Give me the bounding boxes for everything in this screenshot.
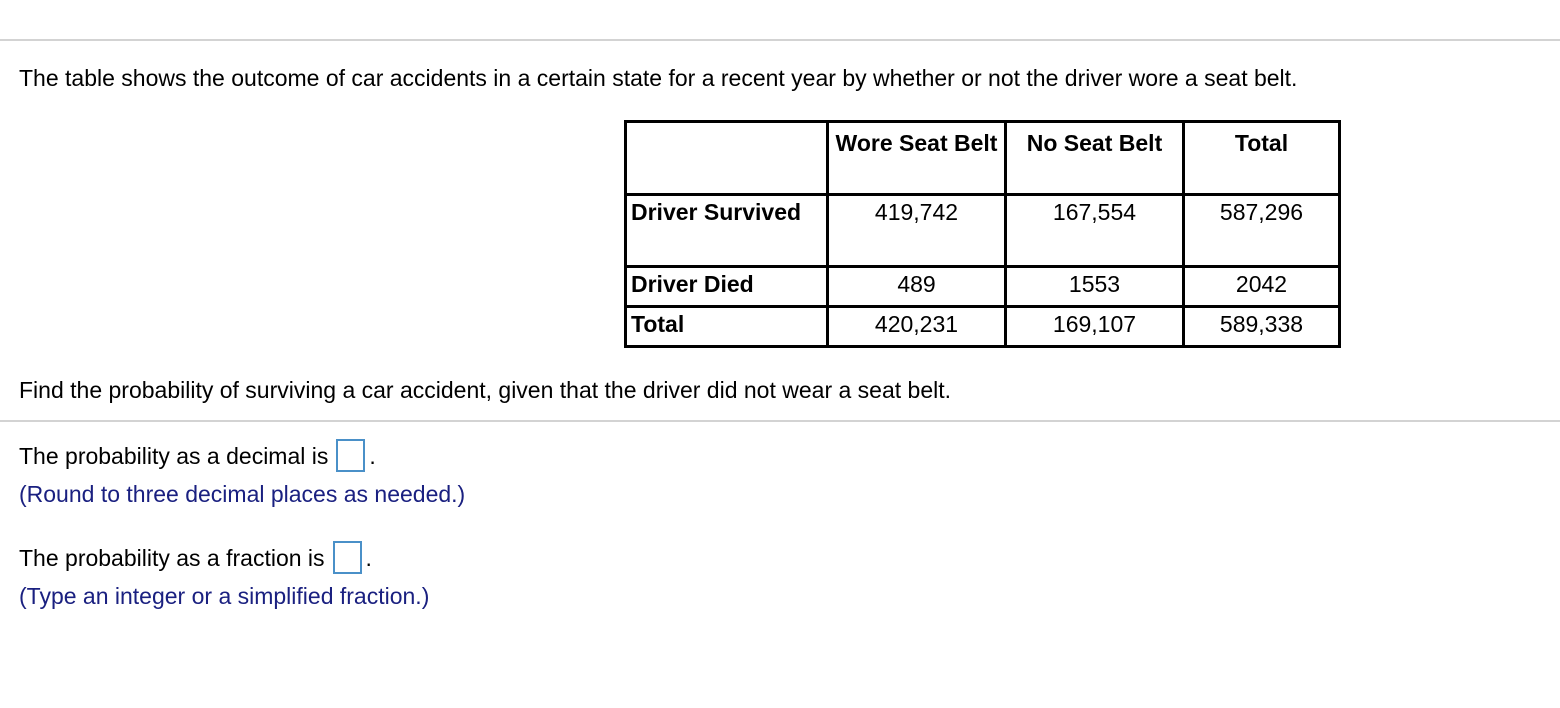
- decimal-answer-hint: (Round to three decimal places as needed.): [19, 481, 466, 507]
- table-header-no-seat-belt: No Seat Belt: [1006, 122, 1184, 195]
- cell-survived-no-belt: 167,554: [1006, 195, 1184, 267]
- decimal-answer-suffix: .: [369, 442, 376, 469]
- cell-survived-wore: 419,742: [828, 195, 1006, 267]
- decimal-answer-input[interactable]: [336, 439, 365, 472]
- table-row: [626, 307, 1340, 347]
- fraction-answer-line: [19, 541, 372, 574]
- cell-died-no-belt: 1553: [1006, 267, 1184, 307]
- cell-total-no-belt: 169,107: [1006, 307, 1184, 347]
- row-label-total: Total: [626, 307, 828, 347]
- cell-died-total: 2042: [1184, 267, 1340, 307]
- seat-belt-table: [624, 120, 1341, 348]
- cell-survived-total: 587,296: [1184, 195, 1340, 267]
- row-label-driver-died: Driver Died: [626, 267, 828, 307]
- table-header-row: [626, 122, 1340, 195]
- table-row: [626, 267, 1340, 307]
- row-label-driver-survived: Driver Survived: [626, 195, 828, 267]
- top-divider: [0, 39, 1560, 41]
- fraction-answer-suffix: .: [365, 544, 372, 571]
- cell-died-wore: 489: [828, 267, 1006, 307]
- table-header-corner: [626, 122, 828, 195]
- cell-total-grand: 589,338: [1184, 307, 1340, 347]
- decimal-answer-prompt: The probability as a decimal is: [19, 442, 329, 469]
- answer-divider: [0, 420, 1560, 422]
- question-text: Find the probability of surviving a car accident, given that the driver did not wear a seat belt.: [19, 377, 952, 403]
- fraction-answer-hint: (Type an integer or a simplified fraction.): [19, 583, 430, 609]
- fraction-answer-prompt: The probability as a fraction is: [19, 544, 325, 571]
- decimal-answer-line: [19, 439, 376, 472]
- intro-text: The table shows the outcome of car accidents in a certain state for a recent year by whether or not the driver wore a seat belt.: [19, 65, 1298, 91]
- table-row: [626, 195, 1340, 267]
- table-header-total: Total: [1184, 122, 1340, 195]
- table-header-wore-seat-belt: Wore Seat Belt: [828, 122, 1006, 195]
- cell-total-wore: 420,231: [828, 307, 1006, 347]
- fraction-answer-input[interactable]: [333, 541, 362, 574]
